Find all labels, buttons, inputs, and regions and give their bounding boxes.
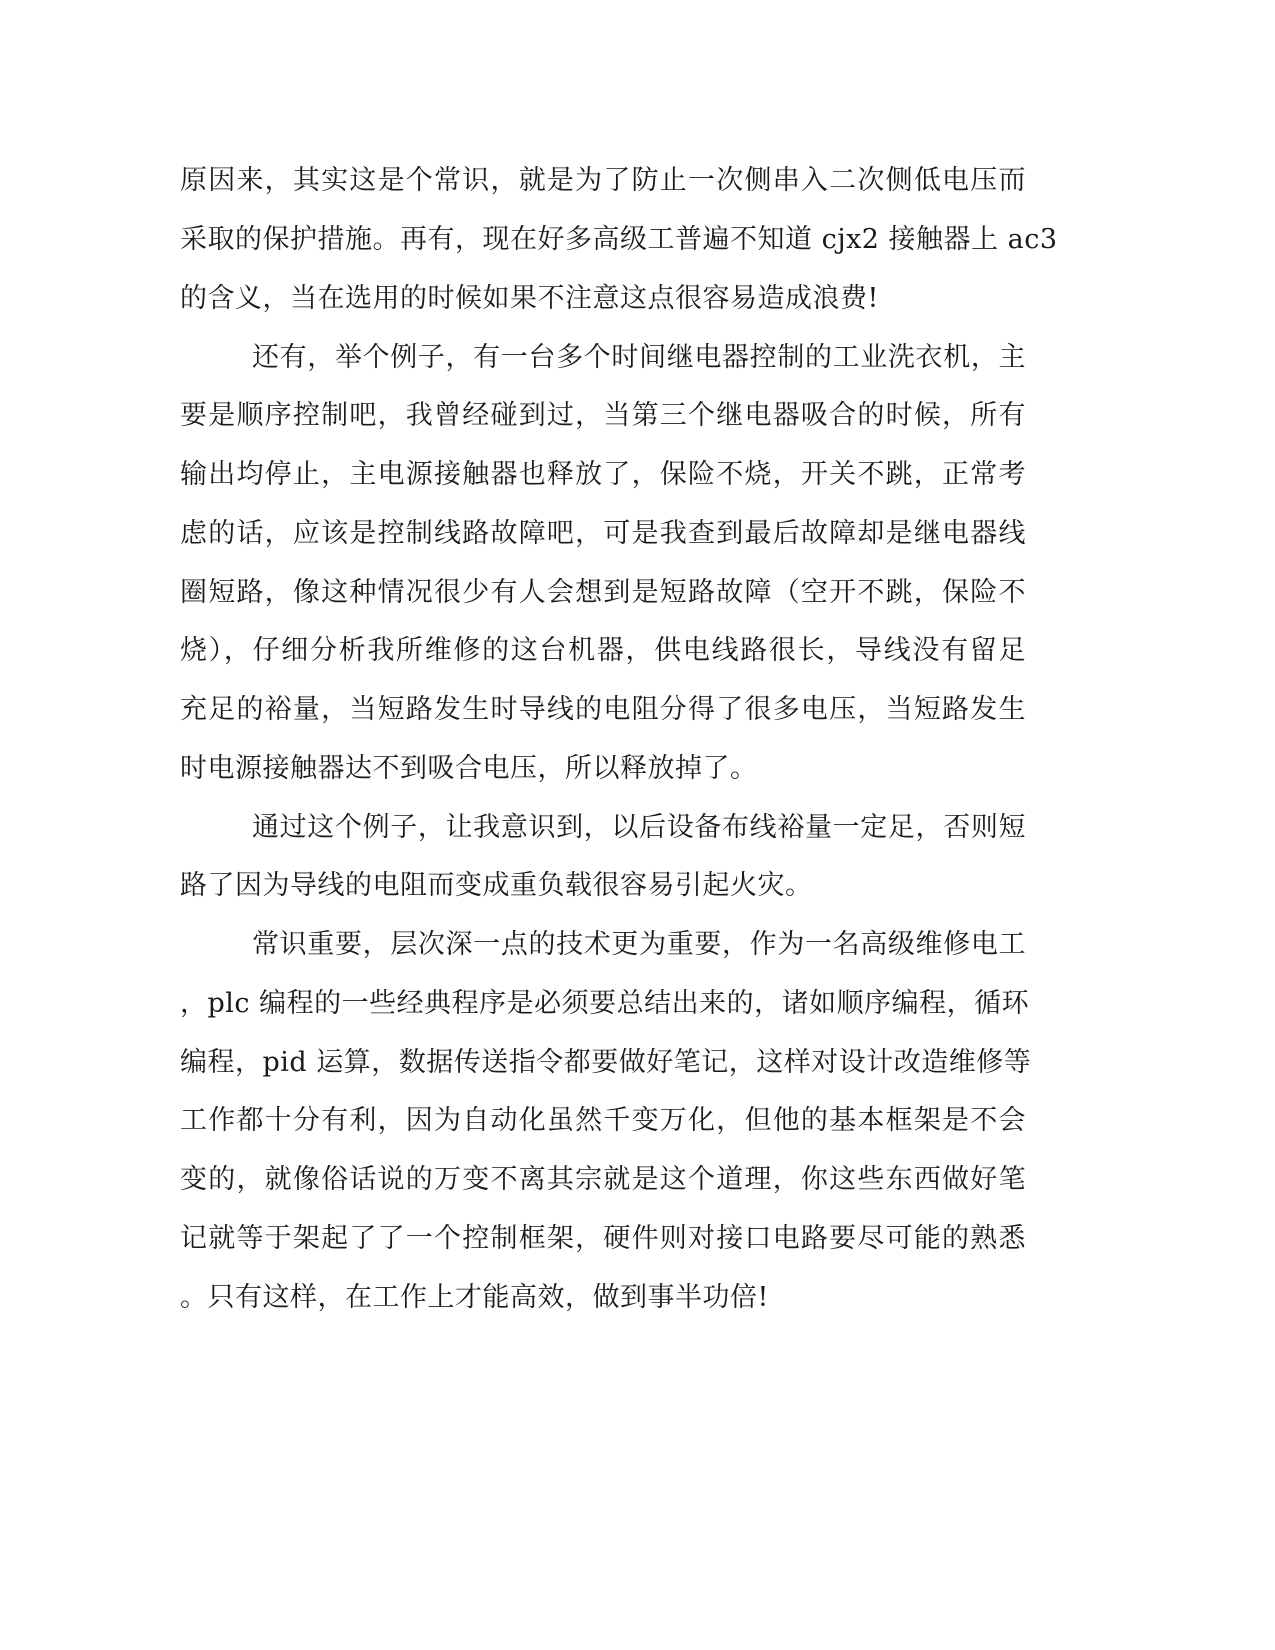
text-line: 路了因为导线的电阻而变成重负载很容易引起火灾。 (180, 870, 813, 901)
text-line: ，plc 编程的一些经典程序是必须要总结出来的，诸如顺序编程，循环 (180, 988, 1030, 1019)
text-line: 变的，就像俗话说的万变不离其宗就是这个道理，你这些东西做好笔 (180, 1164, 1026, 1195)
text-line: 编程，pid 运算，数据传送指令都要做好笔记，这样对设计改造维修等 (180, 1047, 1032, 1078)
text-line: 工作都十分有利，因为自动化虽然千变万化，但他的基本框架是不会 (180, 1105, 1026, 1136)
text-line: 采取的保护措施。再有，现在好多高级工普遍不知道 cjx2 接触器上 ac3 (180, 224, 1058, 255)
text-line: 虑的话，应该是控制线路故障吧，可是我查到最后故障却是继电器线 (180, 518, 1026, 549)
text-line: 输出均停止，主电源接触器也释放了，保险不烧，开关不跳，正常考 (180, 459, 1026, 490)
text-line: 充足的裕量，当短路发生时导线的电阻分得了很多电压，当短路发生 (180, 694, 1026, 725)
text-line: 烧），仔细分析我所维修的这台机器，供电线路很长，导线没有留足 (180, 635, 1026, 666)
text-line: 。只有这样，在工作上才能高效，做到事半功倍! (180, 1282, 769, 1313)
text-line: 原因来，其实这是个常识，就是为了防止一次侧串入二次侧低电压而 (180, 165, 1026, 196)
text-line: 的含义，当在选用的时候如果不注意这点很容易造成浪费! (180, 283, 879, 314)
text-line: 要是顺序控制吧，我曾经碰到过，当第三个继电器吸合的时候，所有 (180, 400, 1026, 431)
text-line: 常识重要，层次深一点的技术更为重要，作为一名高级维修电工 (252, 929, 1026, 960)
text-line: 记就等于架起了了一个控制框架，硬件则对接口电路要尽可能的熟悉 (180, 1223, 1026, 1254)
text-line: 圈短路，像这种情况很少有人会想到是短路故障（空开不跳，保险不 (180, 577, 1026, 608)
text-line: 时电源接触器达不到吸合电压，所以释放掉了。 (180, 753, 758, 784)
text-line: 还有，举个例子，有一台多个时间继电器控制的工业洗衣机，主 (252, 342, 1026, 373)
text-line: 通过这个例子，让我意识到，以后设备布线裕量一定足，否则短 (252, 812, 1026, 843)
